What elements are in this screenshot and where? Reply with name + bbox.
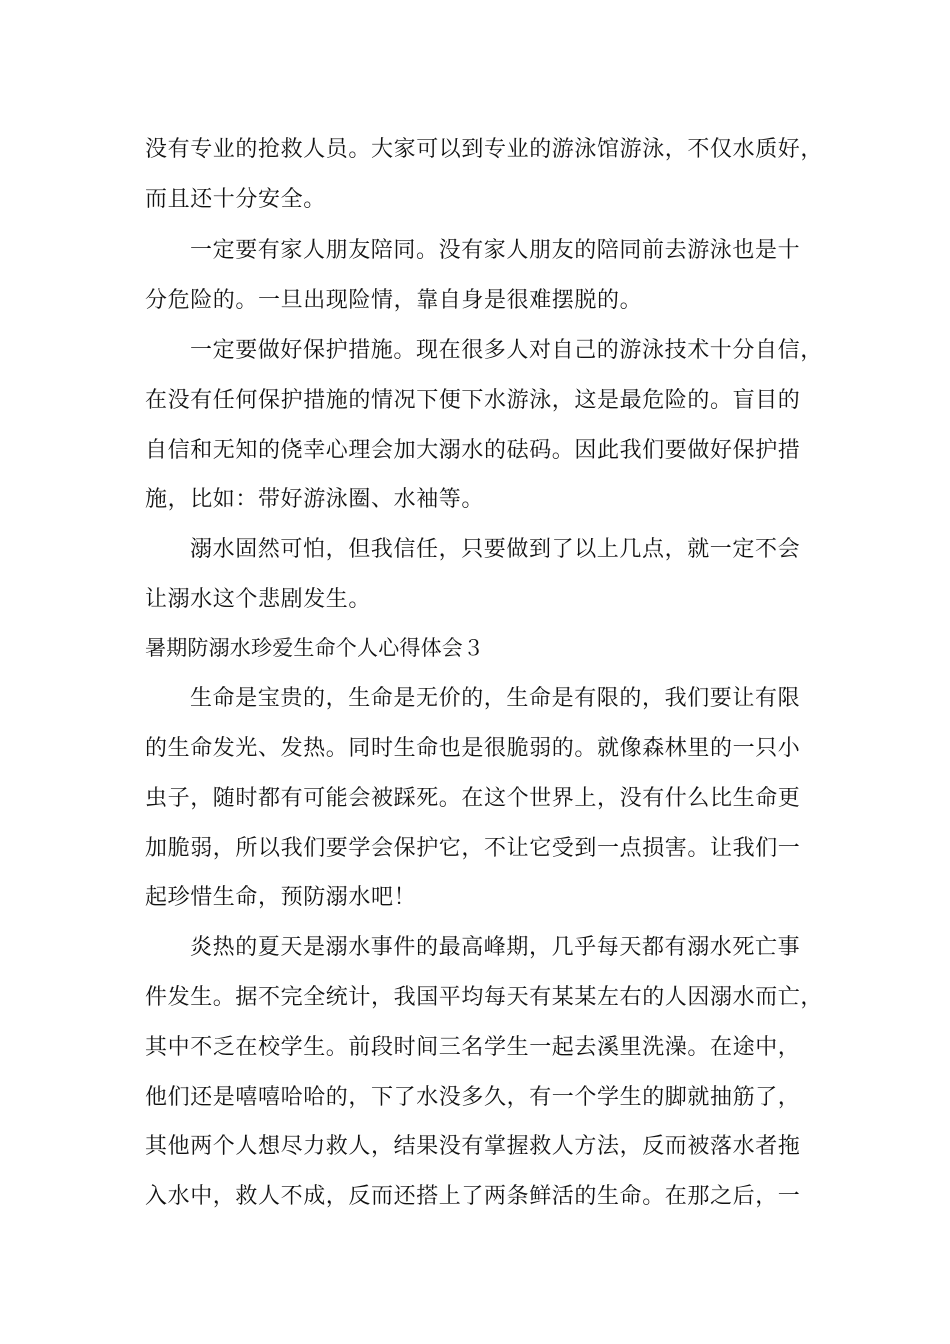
- text-line: 施，比如：带好游泳圈、水袖等。: [145, 487, 485, 512]
- text-line: 入水中，救人不成，反而还搭上了两条鲜活的生命。在那之后，一: [145, 1184, 801, 1209]
- text-line: 一定要做好保护措施。现在很多人对自己的游泳技术十分自信，: [190, 338, 823, 363]
- text-line: 其他两个人想尽力救人，结果没有掌握救人方法，反而被落水者拖: [145, 1134, 801, 1159]
- text-line: 一定要有家人朋友陪同。没有家人朋友的陪同前去游泳也是十: [190, 238, 801, 263]
- section-heading: 暑期防溺水珍爱生命个人心得体会３: [145, 636, 485, 660]
- text-line: 起珍惜生命，预防溺水吧！: [145, 885, 417, 910]
- text-line: 分危险的。一旦出现险情，靠自身是很难摆脱的。: [145, 288, 643, 313]
- text-line: 件发生。据不完全统计，我国平均每天有某某左右的人因溺水而亡，: [145, 985, 824, 1010]
- text-line: 在没有任何保护措施的情况下便下水游泳，这是最危险的。盲目的: [145, 388, 801, 413]
- text-line: 他们还是嘻嘻哈哈的，下了水没多久，有一个学生的脚就抽筋了，: [145, 1085, 801, 1110]
- text-line: 加脆弱，所以我们要学会保护它，不让它受到一点损害。让我们一: [145, 836, 801, 861]
- text-line: 的生命发光、发热。同时生命也是很脆弱的。就像森林里的一只小: [145, 736, 801, 761]
- text-line: 生命是宝贵的，生命是无价的，生命是有限的，我们要让有限: [190, 686, 801, 711]
- text-line: 虫子，随时都有可能会被踩死。在这个世界上，没有什么比生命更: [145, 786, 801, 811]
- text-line: 炎热的夏天是溺水事件的最高峰期，几乎每天都有溺水死亡事: [190, 935, 801, 960]
- text-line: 而且还十分安全。: [145, 187, 326, 212]
- text-line: 让溺水这个悲剧发生。: [145, 587, 372, 612]
- text-line: 其中不乏在校学生。前段时间三名学生一起去溪里洗澡。在途中，: [145, 1035, 801, 1060]
- text-line: 没有专业的抢救人员。大家可以到专业的游泳馆游泳，不仅水质好，: [145, 137, 824, 162]
- text-line: 溺水固然可怕，但我信任，只要做到了以上几点，就一定不会: [190, 537, 801, 562]
- text-line: 自信和无知的侥幸心理会加大溺水的砝码。因此我们要做好保护措: [145, 438, 801, 463]
